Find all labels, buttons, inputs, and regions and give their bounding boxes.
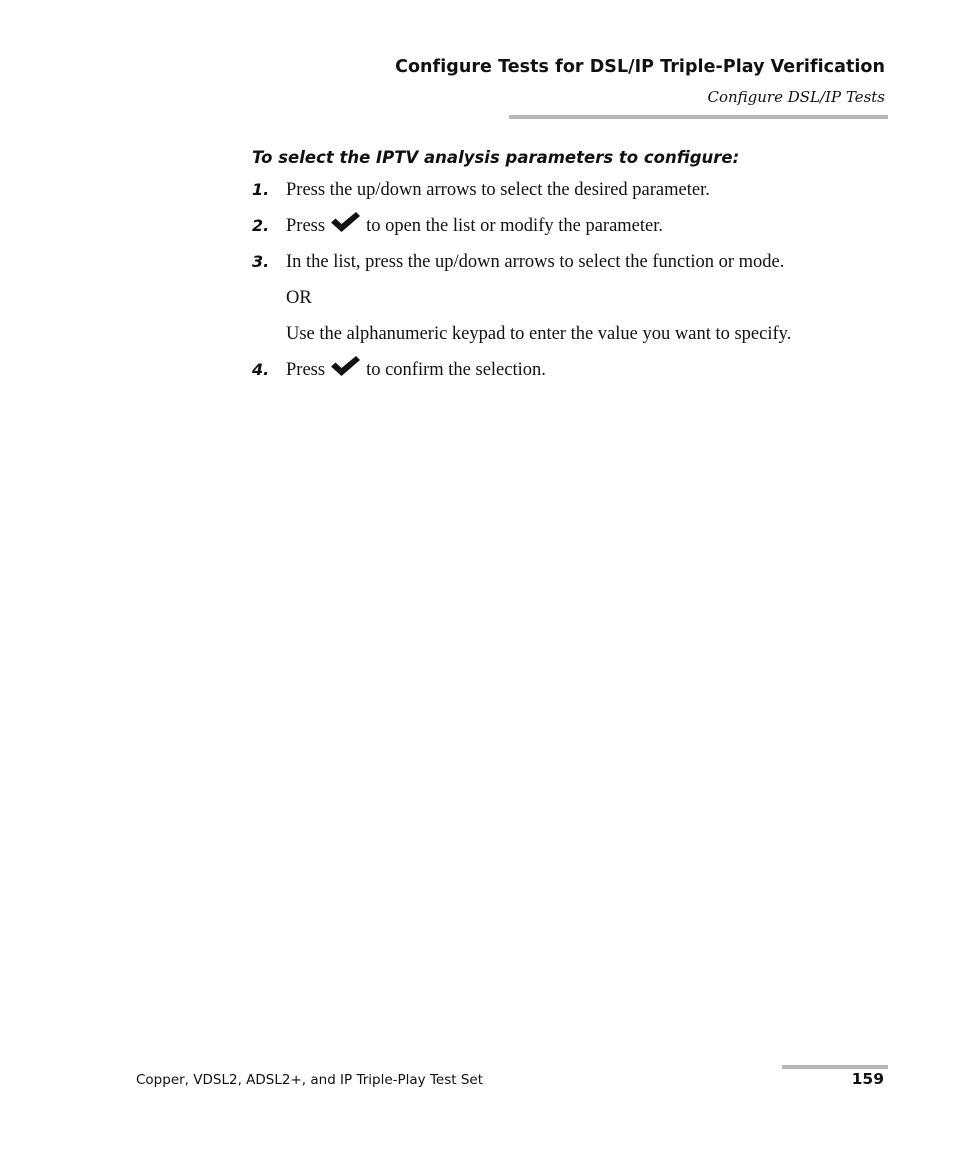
- footer-divider: [782, 1065, 888, 1069]
- product-name: Copper, VDSL2, ADSL2+, and IP Triple-Play Test Set: [136, 1072, 484, 1088]
- checkmark-icon: [329, 354, 362, 378]
- chapter-title: Configure Tests for DSL/IP Triple-Play Verification: [395, 57, 885, 77]
- procedure-heading: To select the IPTV analysis parameters to configure:: [252, 148, 740, 167]
- step-text-before: Press: [286, 360, 326, 380]
- step-text: [286, 214, 663, 238]
- step-text-after: to open the list or modify the parameter.: [366, 216, 664, 236]
- step-text: [286, 358, 546, 382]
- step-text: Press the up/down arrows to select the desired parameter.: [286, 180, 710, 200]
- step-number: 3.: [252, 252, 270, 271]
- step-number: 2.: [252, 216, 270, 235]
- checkmark-icon: [329, 210, 362, 234]
- step-number: 4.: [252, 360, 270, 379]
- step-number: 1.: [252, 180, 270, 199]
- step-text-after: to confirm the selection.: [366, 360, 546, 380]
- step-text: In the list, press the up/down arrows to select the function or mode.: [286, 252, 785, 272]
- header-divider: [509, 115, 888, 119]
- or-separator: OR: [286, 288, 312, 308]
- step-text-before: Press: [286, 216, 326, 236]
- alternative-instruction: Use the alphanumeric keypad to enter the value you want to specify.: [286, 324, 792, 344]
- page-number: 159: [851, 1070, 884, 1088]
- section-title: Configure DSL/IP Tests: [707, 88, 885, 106]
